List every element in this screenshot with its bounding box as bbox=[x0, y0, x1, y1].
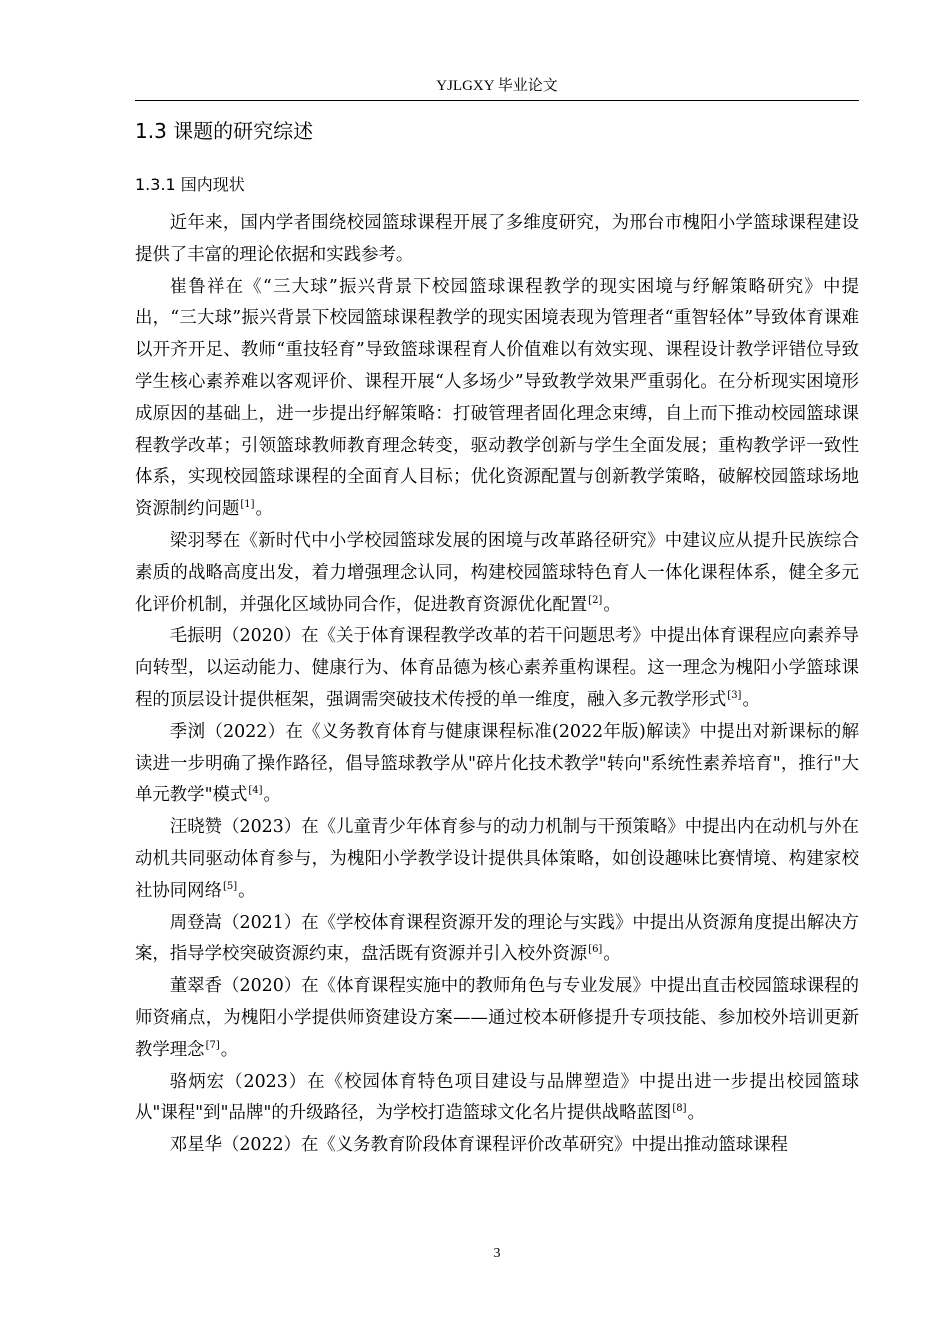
page-number: 3 bbox=[493, 1246, 501, 1261]
paragraph-text: 邓星华（2022）在《义务教育阶段体育课程评价改革研究》中提出推动篮球课程 bbox=[169, 1135, 788, 1156]
subsection-heading: 1.3.1 国内现状 bbox=[135, 175, 245, 194]
paragraph bbox=[135, 1130, 859, 1162]
paragraph-text: 周登嵩（2021）在《学校体育课程资源开发的理论与实践》中提出从资源角度提出解决方案，指导学校突破资源约束，盘活既有资源并引入校外资源 bbox=[135, 912, 859, 965]
paragraph-end: 。 bbox=[742, 689, 760, 710]
paragraph-end: 。 bbox=[603, 944, 621, 965]
paragraph bbox=[135, 272, 859, 526]
section-heading: 1.3 课题的研究综述 bbox=[135, 119, 314, 143]
paragraph bbox=[135, 971, 859, 1066]
paragraph-end: 。 bbox=[220, 1039, 239, 1060]
paragraph-text: 骆炳宏（2023）在《校园体育特色项目建设与品牌塑造》中提出进一步提出校园篮球从"课程"到"品牌"的升级路径，为学校打造篮球文化名片提供战略蓝图 bbox=[135, 1071, 859, 1124]
paragraph-text: 梁羽琴在《新时代中小学校园篮球发展的困境与改革路径研究》中建议应从提升民族综合素质的战略高度出发，着力增强理念认同，构建校园篮球特色育人一体化课程体系，健全多元化评价机制，并强化区域协同合作，促进教育资源优化配置 bbox=[135, 530, 859, 615]
paragraph-text: 毛振明（2020）在《关于体育课程教学改革的若干问题思考》中提出体育课程应向素养导向转型，以运动能力、健康行为、体育品德为核心素养重构课程。这一理念为槐阳小学篮球课程的顶层设计提供框架，强调需突破技术传授的单一维度，融入多元教学形式 bbox=[135, 626, 859, 710]
citation-marker: [1] bbox=[240, 499, 255, 511]
paragraph bbox=[135, 621, 859, 716]
paragraph-text: 董翠香（2020）在《体育课程实施中的教师角色与专业发展》中提出直击校园篮球课程的师资痛点，为槐阳小学提供师资建设方案——通过校本研修提升专项技能、参加校外培训更新教学理念 bbox=[135, 976, 859, 1060]
paragraph-text: 近年来，国内学者围绕校园篮球课程开展了多维度研究，为邢台市槐阳小学篮球课程建设提供了丰富的理论依据和实践参考。 bbox=[135, 213, 859, 265]
paragraph-end: 。 bbox=[238, 880, 256, 901]
paragraph bbox=[135, 1067, 859, 1131]
paragraph-text: 汪晓赞（2023）在《儿童青少年体育参与的动力机制与干预策略》中提出内在动机与外在动机共同驱动体育参与，为槐阳小学教学设计提供具体策略，如创设趣味比赛情境、构建家校社协同网络 bbox=[135, 817, 859, 901]
paragraph bbox=[135, 717, 859, 812]
citation-marker: [7] bbox=[205, 1039, 220, 1051]
paragraph-end: 。 bbox=[255, 499, 273, 520]
paragraph-end: 。 bbox=[603, 594, 621, 615]
header-rule bbox=[135, 100, 859, 101]
paragraph-text: 季浏（2022）在《义务教育体育与健康课程标准(2022年版)解读》中提出对新课标的解读进一步明确了操作路径，倡导篮球教学从"碎片化技术教学"转向"系统性素养培育"，推行"大单元教学"模式 bbox=[135, 721, 859, 806]
paragraph-end: 。 bbox=[687, 1103, 705, 1124]
citation-marker: [3] bbox=[727, 689, 742, 701]
citation-marker: [8] bbox=[672, 1103, 687, 1115]
paragraph-text: 崔鲁祥在《“三大球”振兴背景下校园篮球课程教学的现实困境与纾解策略研究》中提出，“三大球”振兴背景下校园篮球课程教学的现实困境表现为管理者“重智轻体”导致体育课难以开齐开足、教师“重技轻育”导致篮球课程育人价值难以有效实现、课程设计教学评错位导致学生核心素养难以客观评价、课程开展“人多场少”导致教学效果严重弱化。在分析现实困境形成原因的基础上，进一步提出纾解策略：打破管理者固化理念束缚，自上而下推动校园篮球课程教学改革；引领篮球教师教育理念转变，驱动教学创新与学生全面发展；重构教学评一致性体系，实现校园篮球课程的全面育人目标；优化资源配置与创新教学策略，破解校园篮球场地资源制约问题 bbox=[135, 276, 859, 520]
paragraph bbox=[135, 526, 859, 621]
running-header: YJLGXY 毕业论文 bbox=[436, 78, 558, 94]
paragraph-end: 。 bbox=[263, 785, 281, 806]
citation-marker: [6] bbox=[588, 944, 603, 956]
paragraph bbox=[135, 812, 859, 907]
body-text bbox=[135, 208, 859, 1162]
citation-marker: [5] bbox=[222, 880, 238, 892]
paragraph bbox=[135, 908, 859, 972]
paragraph bbox=[135, 208, 859, 272]
citation-marker: [2] bbox=[588, 594, 603, 606]
citation-marker: [4] bbox=[248, 785, 263, 797]
